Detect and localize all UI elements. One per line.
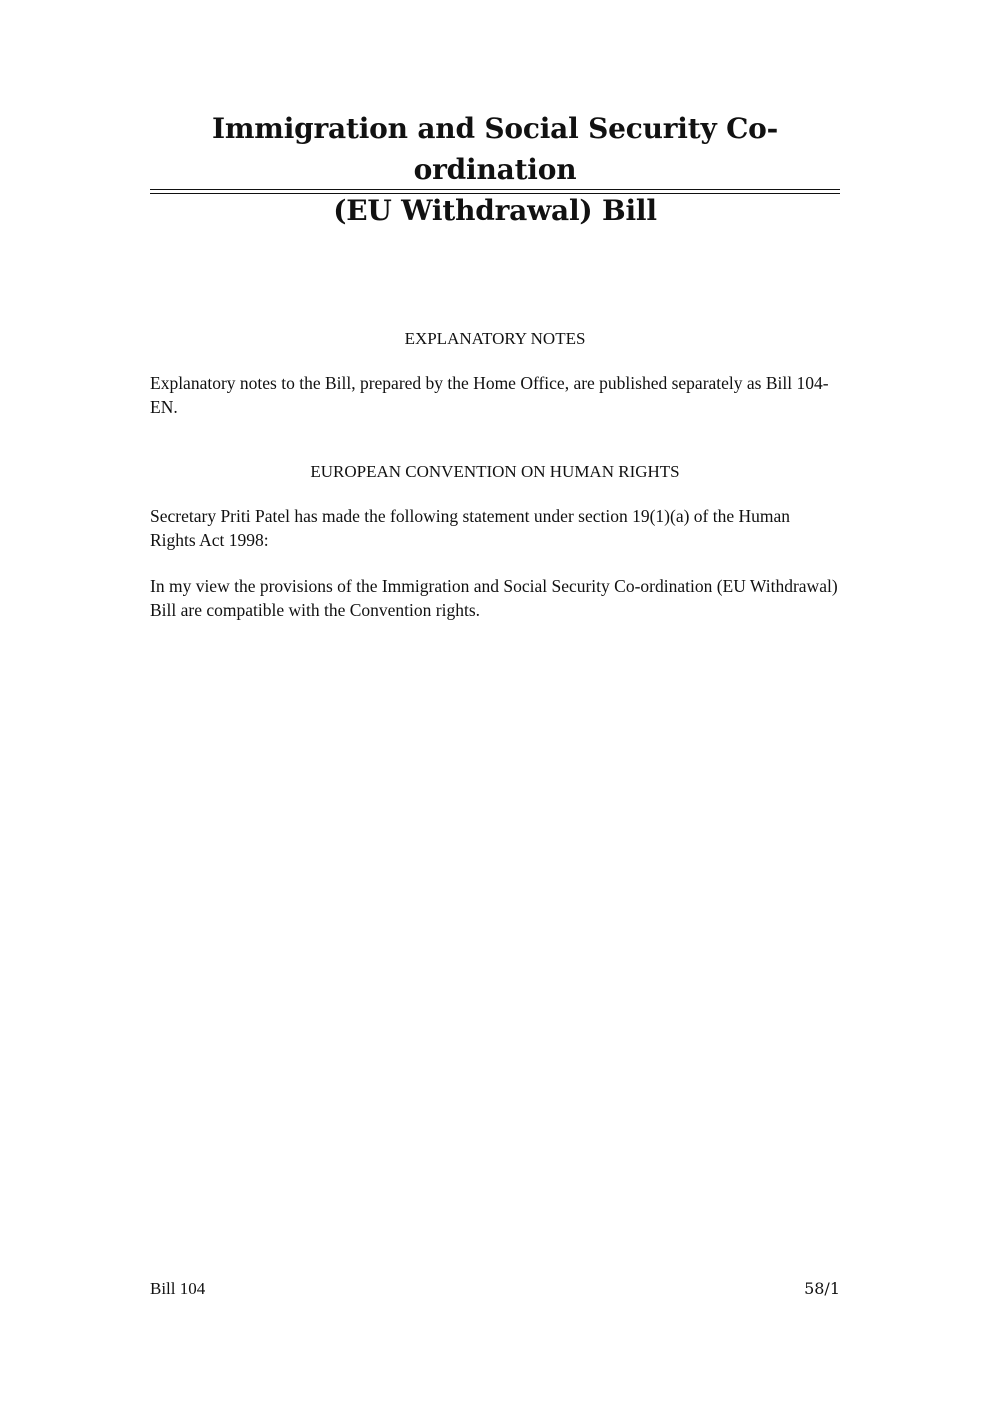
title-rule-bottom [150,193,840,194]
footer-reference: 58/1 [804,1279,840,1298]
bill-title-line-1: Immigration and Social Security Co-ordination [211,112,779,186]
title-rule-top [150,189,840,190]
bill-title-line-2: (EU Withdrawal) Bill [333,194,657,227]
bill-title [150,108,840,231]
echr-statement: In my view the provisions of the Immigration and Social Security Co-ordination (EU Withdrawal) Bill are compatible with the Convention rights. [150,576,838,620]
footer-bill-number: Bill 104 [150,1279,206,1298]
echr-heading: EUROPEAN CONVENTION ON HUMAN RIGHTS [310,462,680,481]
echr-statement-intro: Secretary Priti Patel has made the following statement under section 19(1)(a) of the Human Rights Act 1998: [150,506,791,550]
explanatory-notes-text: Explanatory notes to the Bill, prepared by the Home Office, are published separately as Bill 104-EN. [150,373,829,417]
explanatory-notes-heading: EXPLANATORY NOTES [404,329,586,348]
